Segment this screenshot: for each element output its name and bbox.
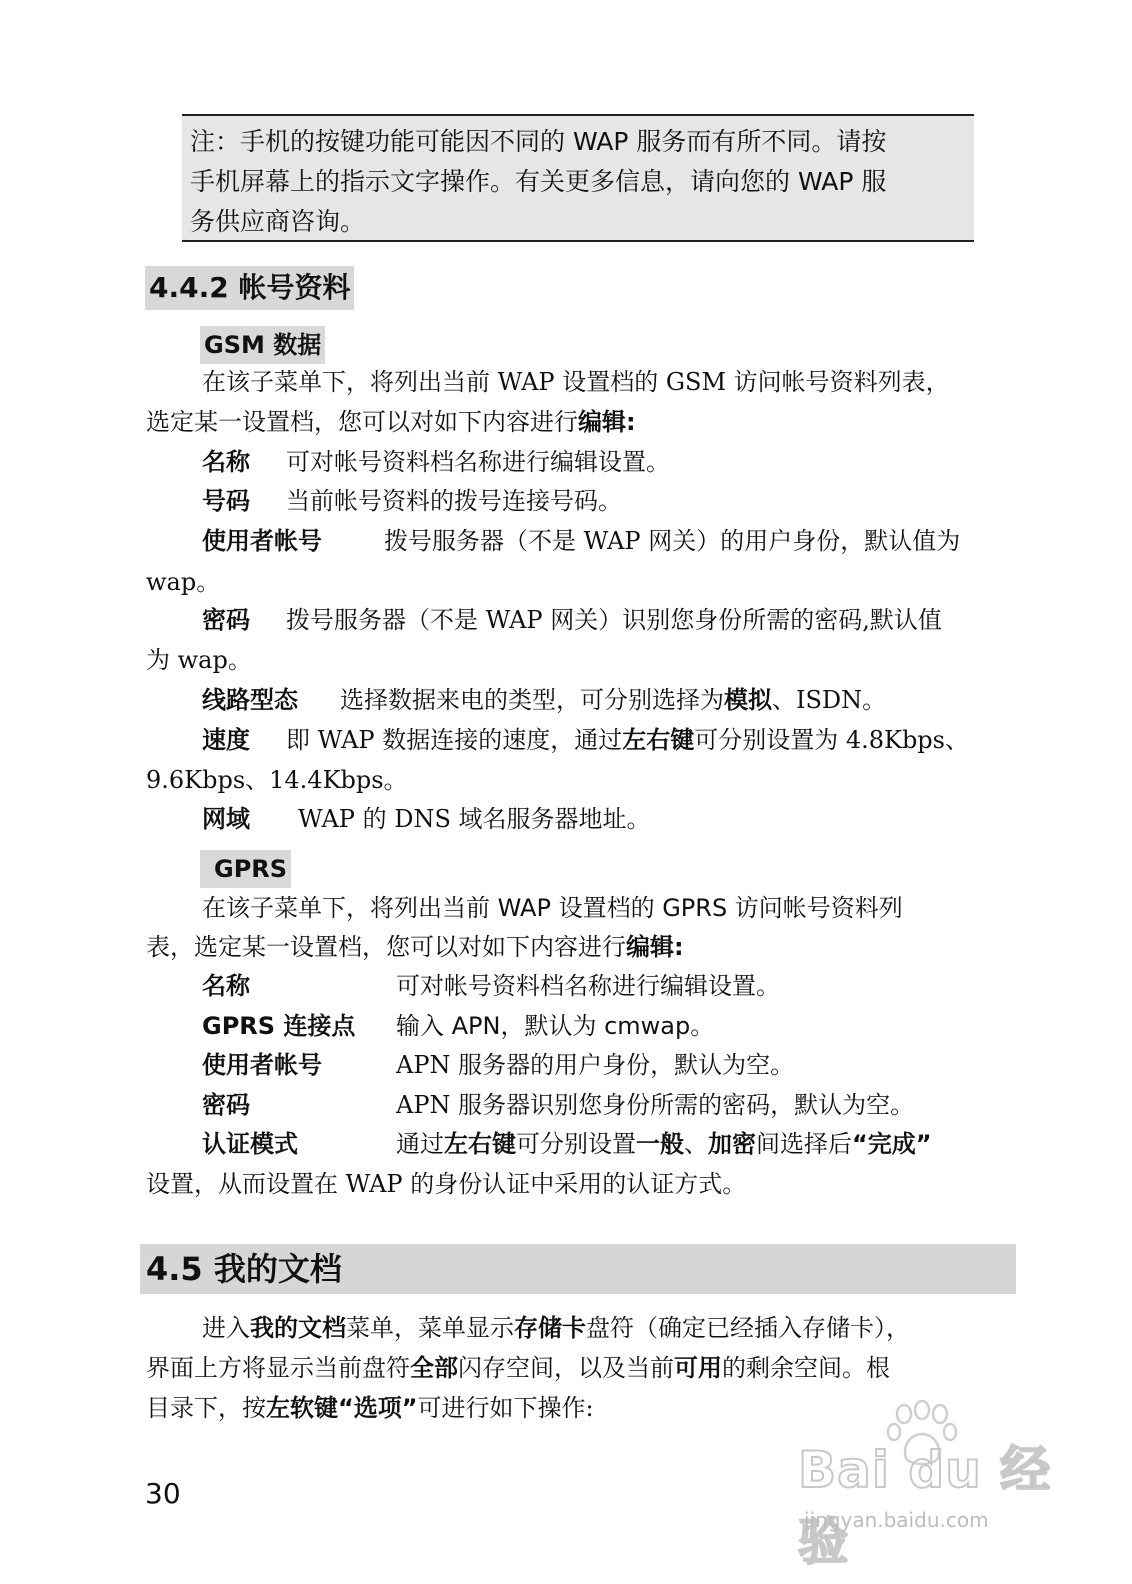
p2-a: 界面上方将显示当前盘符 bbox=[146, 1354, 410, 1382]
gsm-speed-desc-2: 可分别设置为 4.8Kbps、 bbox=[694, 726, 969, 754]
p3-b: 左软键“选项” bbox=[266, 1394, 418, 1422]
gprs-intro-text: 表，选定某一设置档，您可以对如下内容进行 bbox=[146, 933, 626, 961]
gprs-user-desc: APN 服务器的用户身份，默认为空。 bbox=[396, 1051, 795, 1079]
gprs-apn-term: GPRS 连接点 bbox=[202, 1012, 356, 1040]
watermark-url: jingyan.baidu.com bbox=[804, 1508, 989, 1532]
watermark-logo: Bai du 经验 bbox=[798, 1441, 1052, 1571]
gsm-pwd-term: 密码 bbox=[202, 606, 250, 634]
note-line-2: 手机屏幕上的指示文字操作。有关更多信息，请向您的 WAP 服 bbox=[190, 167, 887, 196]
gprs-pwd-term: 密码 bbox=[202, 1091, 250, 1119]
gsm-domain-term: 网域 bbox=[202, 805, 250, 833]
section-45-para-line-3 bbox=[146, 1390, 594, 1426]
gprs-name-term: 名称 bbox=[202, 972, 250, 1000]
gprs-name-desc: 可对帐号资料档名称进行编辑设置。 bbox=[396, 972, 780, 1000]
gprs-auth-desc-4: 间选择后 bbox=[756, 1130, 852, 1158]
gprs-auth-bold-3: 加密 bbox=[708, 1130, 756, 1158]
gsm-domain-desc: WAP 的 DNS 域名服务器地址。 bbox=[298, 805, 651, 833]
gsm-speed-term: 速度 bbox=[202, 726, 250, 754]
p1-a: 进入 bbox=[202, 1314, 250, 1342]
section-heading-4-4-2: 4.4.2 帐号资料 bbox=[145, 266, 354, 310]
p2-d: 可用 bbox=[674, 1354, 722, 1382]
p2-b: 全部 bbox=[410, 1354, 458, 1382]
gsm-line-desc-1: 选择数据来电的类型，可分别选择为 bbox=[340, 686, 724, 714]
gprs-intro-line-2 bbox=[146, 929, 684, 965]
gsm-heading: GSM 数据 bbox=[200, 326, 325, 364]
gprs-auth-desc-2: 可分别设置 bbox=[516, 1130, 636, 1158]
p2-c: 闪存空间，以及当前 bbox=[458, 1354, 674, 1382]
gprs-user-row bbox=[202, 1047, 794, 1083]
baidu-watermark bbox=[790, 1400, 1060, 1571]
gprs-apn-row bbox=[202, 1008, 714, 1044]
gsm-user-term: 使用者帐号 bbox=[202, 527, 322, 555]
gsm-pwd-row bbox=[202, 602, 942, 638]
gsm-number-row bbox=[202, 483, 622, 519]
gprs-auth-desc-3: 、 bbox=[684, 1130, 708, 1158]
p1-b: 我的文档 bbox=[250, 1314, 346, 1342]
p1-e: 盘符（确定已经插入存储卡）， bbox=[586, 1314, 910, 1342]
gsm-domain-row bbox=[202, 801, 651, 837]
gprs-user-term: 使用者帐号 bbox=[202, 1051, 322, 1079]
gsm-speed-bold: 左右键 bbox=[622, 726, 695, 754]
p3-c: 可进行如下操作: bbox=[417, 1394, 594, 1422]
gsm-speed-desc-1: 即 WAP 数据连接的速度，通过 bbox=[286, 726, 623, 754]
gsm-name-row bbox=[202, 444, 670, 480]
gprs-intro-bold: 编辑: bbox=[626, 933, 684, 961]
page-number: 30 bbox=[145, 1477, 181, 1510]
gsm-pwd-desc: 拨号服务器（不是 WAP 网关）识别您身份所需的密码,默认值 bbox=[286, 606, 942, 634]
gsm-speed-row bbox=[202, 722, 969, 758]
gsm-number-desc: 当前帐号资料的拨号连接号码。 bbox=[286, 487, 622, 515]
gprs-pwd-desc: APN 服务器识别您身份所需的密码，默认为空。 bbox=[396, 1091, 915, 1119]
note-box bbox=[182, 114, 974, 242]
gsm-user-row bbox=[202, 523, 960, 559]
gprs-auth-bold-4: “完成” bbox=[852, 1130, 932, 1158]
gprs-auth-bold-1: 左右键 bbox=[444, 1130, 516, 1158]
gsm-line-row bbox=[202, 682, 886, 718]
gsm-number-term: 号码 bbox=[202, 487, 250, 515]
section-heading-4-5: 4.5 我的文档 bbox=[140, 1244, 1016, 1294]
gsm-name-desc: 可对帐号资料档名称进行编辑设置。 bbox=[286, 448, 670, 476]
gsm-user-cont: wap。 bbox=[146, 568, 221, 596]
p1-d: 存储卡 bbox=[514, 1314, 586, 1342]
note-line-1: 注：手机的按键功能可能因不同的 WAP 服务而有所不同。请按 bbox=[190, 127, 887, 156]
p3-a: 目录下，按 bbox=[146, 1394, 266, 1422]
gprs-auth-row bbox=[202, 1126, 932, 1162]
gsm-speed-cont: 9.6Kbps、14.4Kbps。 bbox=[146, 766, 408, 794]
gprs-name-row bbox=[202, 968, 780, 1004]
gsm-user-desc: 拨号服务器（不是 WAP 网关）的用户身份，默认值为 bbox=[384, 527, 961, 555]
gsm-pwd-cont: 为 wap。 bbox=[146, 646, 252, 674]
gprs-heading: GPRS bbox=[200, 850, 291, 888]
gprs-auth-desc-1: 通过 bbox=[396, 1130, 444, 1158]
gprs-auth-cont: 设置，从而设置在 WAP 的身份认证中采用的认证方式。 bbox=[146, 1170, 747, 1198]
gsm-intro-text: 选定某一设置档，您可以对如下内容进行 bbox=[146, 408, 578, 436]
gsm-line-bold: 模拟 bbox=[724, 686, 772, 714]
section-45-para-line-2 bbox=[146, 1350, 890, 1386]
note-line-3: 务供应商咨询。 bbox=[190, 207, 366, 236]
gprs-auth-bold-2: 一般 bbox=[636, 1130, 684, 1158]
gprs-intro-line-1: 在该子菜单下，将列出当前 WAP 设置档的 GPRS 访问帐号资料列 bbox=[202, 894, 903, 922]
gsm-line-term: 线路型态 bbox=[202, 686, 298, 714]
gsm-intro-line-1: 在该子菜单下，将列出当前 WAP 设置档的 GSM 访问帐号资料列表， bbox=[202, 368, 950, 396]
section-45-para-line-1 bbox=[202, 1310, 910, 1346]
p1-c: 菜单，菜单显示 bbox=[346, 1314, 514, 1342]
gsm-line-desc-2: 、ISDN。 bbox=[772, 686, 887, 714]
gsm-name-term: 名称 bbox=[202, 448, 250, 476]
gsm-intro-line-2 bbox=[146, 404, 636, 440]
gprs-apn-desc: 输入 APN，默认为 cmwap。 bbox=[396, 1012, 715, 1040]
gsm-intro-bold: 编辑: bbox=[578, 408, 636, 436]
p2-e: 的剩余空间。根 bbox=[722, 1354, 890, 1382]
gprs-auth-term: 认证模式 bbox=[202, 1130, 298, 1158]
gprs-pwd-row bbox=[202, 1087, 914, 1123]
